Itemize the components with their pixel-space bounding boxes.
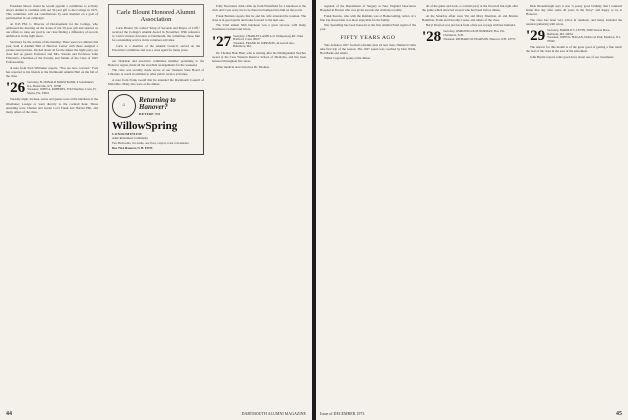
paragraph: The 22nd annual 50th luncheon was a great success, with many classmates on hand and wives.	[212, 23, 306, 32]
paragraph: Carle is a member of the Alumni Council, served on the Executive Committee and was a class agent for many years.	[112, 43, 200, 52]
magazine-name: DARTMOUTH ALUMNI MAGAZINE	[241, 411, 306, 416]
box-text	[112, 26, 200, 52]
paragraph: Eddy Norstrand, John came up from Plainsfield for a luncheon at the club, and I was sorry not to be there but bumped into him on the porch.	[212, 4, 306, 13]
box-title: Carle Blount Honored Alumni Association	[116, 9, 196, 23]
class-28-secretary: Secretary, OSMOND LOUIS NORMAN, Box 191, Charleston, N.H.	[443, 29, 505, 38]
class-year-28: '28	[422, 29, 442, 46]
left-column-3	[212, 4, 306, 406]
right-col3-after-text	[526, 45, 622, 59]
willowspring-ad[interactable]	[108, 90, 204, 154]
class-year-27: '27	[212, 33, 232, 50]
class-29-secretary: Secretary, HAROLD S. LEVIN, 5606 Vernon Place, Bethesda, Md. 20034	[547, 27, 611, 36]
left-col3-text	[212, 4, 306, 32]
left-col1-text	[6, 4, 98, 78]
right-col1-after-text	[320, 43, 416, 61]
paragraph: A note from Fred Whittaker reports, "You are now covered." Fred has reported to his friends at the Dartmouth Alumni Hall on the fall of the class.	[6, 65, 98, 78]
paragraph: Tuesday night, 26 men, wives and guests were at the luncheon of the Otterbeuer Lounge or went directly to the cocktail hour. Those attending were Charles and Gretta Lord Frank and Harriet Hill, and many others of the class.	[6, 97, 98, 114]
paragraph: Yale defeated 1927 football schedule plus 24 new men. Numeral Clubs take first trip of the season. The 1927 squad was coached by Don Wirth, Hal Marks and others.	[320, 42, 416, 55]
ad-brand-name: WillowSpring	[112, 120, 178, 133]
right-col1-text	[320, 4, 416, 32]
left-column-2	[108, 4, 204, 406]
left-col3-after-text	[212, 51, 306, 69]
paragraph: Other medical news involves Dr. Thomas.	[216, 64, 270, 69]
class-28-treasurer: Treasurer, RICHARD M. PEARSON, Hanover, N.H. 03755	[443, 36, 516, 41]
paragraph: The answer for this month is of the great good of getting a fine ranch the best of the class in the area of the retirement.	[526, 45, 622, 54]
right-col2-text	[422, 4, 518, 27]
left-col2-text	[108, 59, 204, 87]
class-27-header	[212, 35, 306, 49]
fifty-years-ago-heading: FIFTY YEARS AGO	[340, 34, 396, 41]
left-column-1	[6, 4, 98, 406]
class-28-header	[422, 30, 518, 44]
left-footer	[6, 411, 306, 417]
paragraph: Frank Berman reports that he and his wife attended the reunion. The class is in good spirits and looks forward to the next one.	[212, 13, 306, 22]
right-column-1	[320, 4, 416, 406]
class-27-treasurer: Treasurer, FRANK M. JOHNSON, 44 Gerard Ave., Baltimore, Md.	[233, 40, 296, 49]
class-29-treasurer: Treasurer, JOHN K. HAGAN, Dailwood Park, Madison, N.J. 07940	[547, 35, 621, 43]
ad-heading-line2: Hanover?	[139, 103, 168, 112]
paragraph: The class has been very active in reunions, and many attended the reunion gathering with wives.	[526, 17, 622, 26]
paragraph: Frank Stearns, who with the Robbins was at Homecoming, writes of a fine trip abroad that was most enjoyable for the family.	[320, 13, 416, 22]
right-col3-text	[526, 4, 622, 26]
paragraph: John Bryant reports some good news about one of our classmates.	[530, 55, 615, 60]
paragraph: Walter Cogswell spoke at the dinner.	[324, 56, 371, 61]
paragraph: The class was recently made aware of our Vermont State Board of Libraries. A coach in addition to other public service activities.	[108, 68, 204, 77]
paragraph: Secretary for the actions of the meeting. There were two dinners this year, both at Alumni Hall of Hanover Center with those assigned a picture stand picture. We had about 42 for the dinner the night party our class had us guests Professor and Mrs. Stearns and Professor John Elberton's, Chairman of the Faculty, and friends of the Class of 1925 Professorship.	[6, 39, 98, 65]
paragraph: Wes Spaulding has been honored as the first Alumni Fund Agent of the year.	[320, 23, 416, 32]
ad-list-item: Two Bedrooms, two baths, one floor, carport, town convenience	[112, 140, 189, 145]
right-column-2	[422, 4, 518, 406]
paragraph: our chairman and executive committee member pertaining to the Hanover region, made all the excellent arrangements for the weekend.	[108, 58, 204, 67]
class-29-header	[526, 29, 622, 43]
ad-heading-line1: Returning to	[139, 95, 176, 104]
right-page	[316, 0, 628, 420]
class-26-secretary: Secretary, H. DONALD NORSTRAND, 9 Gentlemen's Rd., Bronxville, N.Y. 10708	[27, 80, 94, 88]
carle-blount-box	[108, 4, 204, 57]
paragraph: regional of the Department of Surgery at New England Deaconess Hospital in Boston who was given awards and citations recently.	[320, 4, 416, 13]
class-year-29: '29	[526, 27, 546, 44]
paragraph: At the Saturday affair were Vin and Mary Sherman, Al and Marion Hamilton, Frank and Dorothy Cooke, and others of the class.	[422, 13, 518, 22]
issue-date: Issue of DECEMBER 1973	[320, 411, 365, 416]
class-26-treasurer: Treasurer, JOHN A. ROBERTS, 3534 Wardlaw Court, Ft. Myers, Fla. 33901	[27, 87, 97, 95]
paragraph: A note from Frank Gould that he attended the Dartmouth Council of Mid-Ohio. Many also were at the dinner.	[108, 77, 204, 87]
ad-list-item: Adult Retirement Community	[112, 136, 148, 141]
page-number-left: 44	[6, 411, 12, 417]
left-col1-after-text	[6, 97, 98, 113]
left-page	[0, 0, 312, 420]
paragraph: Dr. Thomas Hale Ham, who is retiring after the Distinguished Teacher award at the Case Western Reserve School of Medicine, and has been honored throughout his career.	[212, 50, 306, 64]
class-27-secretary: Secretary, CHARLES LAMB A 21 Wampanoag Rd., West Hartford, Conn. 06107	[233, 33, 304, 42]
paragraph: President Moore stated he would appoint a committee to actively attract alumni to continue with our 50-year gift to the College in 1975. This committee will ask contributions by each member on a goal of participation in our campaign.	[6, 4, 98, 21]
right-footer	[320, 411, 622, 417]
ad-retire: RETIRE TO	[139, 111, 161, 116]
page-number-right: 45	[616, 411, 622, 417]
class-26-header	[6, 81, 98, 95]
paragraph: all of the game and back, a cocktail party at the Norwich Inn right after the game which attracted several who had been before dinner.	[422, 4, 518, 13]
paragraph: Rick Rickenbaugh says it was "a pretty good birthday that I returned home that day after some 40 years in the Navy" and happy to be at Hanover.	[526, 4, 622, 17]
paragraph: Carle Blount '26, retired "King of Seconds and Mayor of Cliff," received the College's Alumni Award in November. With reference to Carle's tireless devotion to Dartmouth, the committee chose him for outstanding service in his volunteer activities.	[112, 26, 200, 43]
house-icon: ⌂	[112, 94, 136, 118]
ad-condominium: CONDOMINIUM	[112, 132, 142, 137]
paragraph: Beryl Drayton was just back from a fine sea voyage with her husband.	[426, 23, 516, 28]
class-year-26: '26	[6, 80, 26, 97]
paragraph: At 9:45 PM, C. Director of Development for the College, who addressed the meeting on the status of the 50-year gift and assured us our efforts to raise our goal to our class finding a difference of records ambition is in the right move.	[6, 21, 98, 39]
right-column-3	[526, 4, 622, 406]
ad-address: Box 752A Hanover, N. H. 03755	[112, 145, 153, 150]
